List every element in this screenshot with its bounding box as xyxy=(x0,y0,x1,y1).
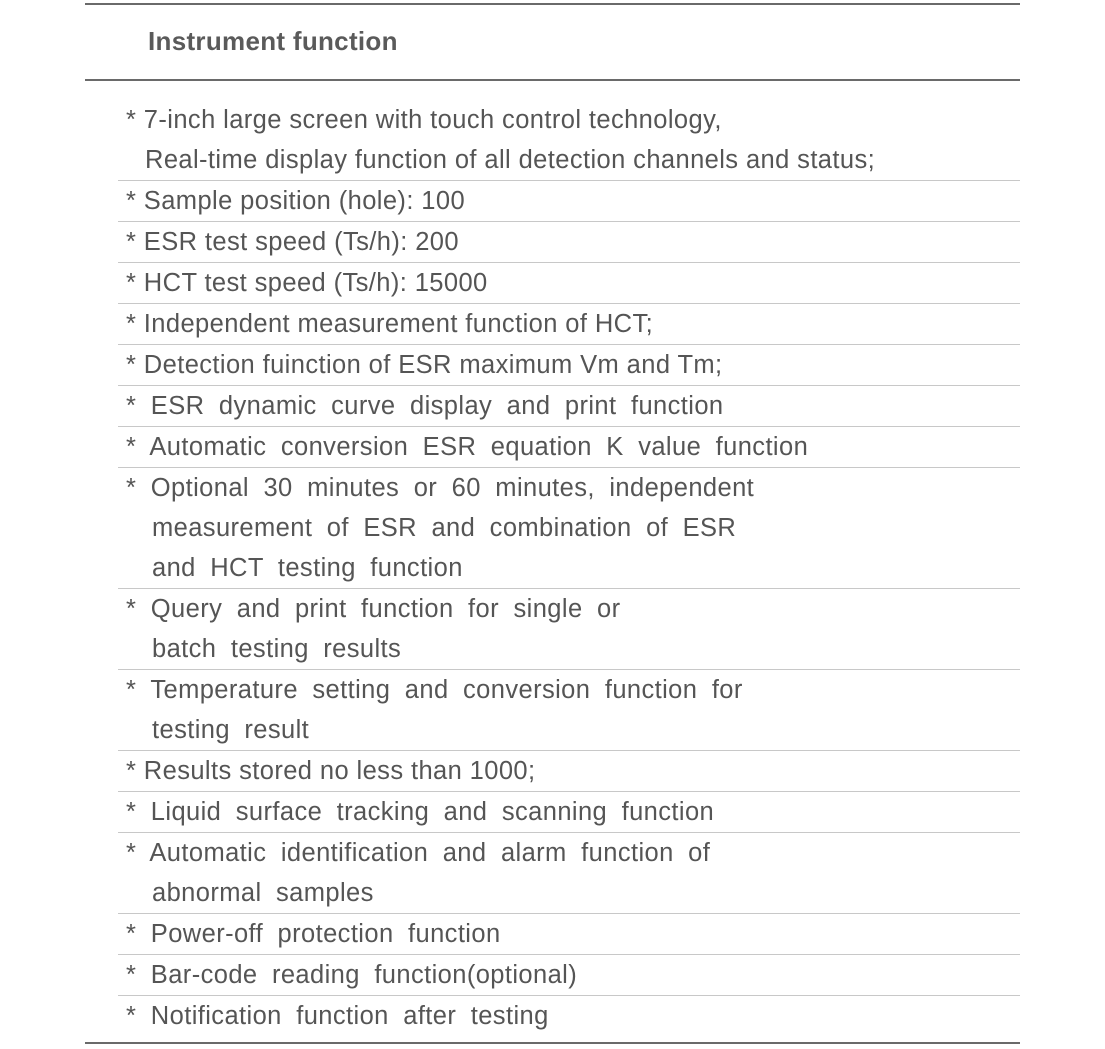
item-text-continued: and HCT testing function xyxy=(152,554,463,582)
list-item xyxy=(118,181,1020,222)
item-text: * Optional 30 minutes or 60 minutes, independent xyxy=(126,474,755,502)
item-text-continued: measurement of ESR and combination of ESR xyxy=(152,514,737,542)
item-text-continued: batch testing results xyxy=(152,635,402,663)
item-text: * Automatic conversion ESR equation K value function xyxy=(126,433,809,461)
list-item xyxy=(118,304,1020,345)
section-title: Instrument function xyxy=(148,26,398,56)
item-text: * Automatic identification and alarm function of xyxy=(126,839,711,867)
item-text: * ESR test speed (Ts/h): 200 xyxy=(126,228,459,256)
title-rule xyxy=(85,79,1020,81)
list-item xyxy=(118,263,1020,304)
item-text: * 7-inch large screen with touch control technology, xyxy=(126,106,722,134)
item-text: * Bar-code reading function(optional) xyxy=(126,961,578,989)
item-text: * Notification function after testing xyxy=(126,1002,549,1030)
list-item xyxy=(118,996,1020,1036)
list-item xyxy=(118,386,1020,427)
top-rule xyxy=(85,3,1020,5)
item-text: * Liquid surface tracking and scanning function xyxy=(126,798,715,826)
list-item xyxy=(118,955,1020,996)
function-list xyxy=(118,100,1020,1036)
item-text: * Independent measurement function of HCT; xyxy=(126,310,654,338)
item-text: * ESR dynamic curve display and print function xyxy=(126,392,724,420)
bottom-rule xyxy=(85,1042,1020,1044)
item-text: * Detection fuinction of ESR maximum Vm and Tm; xyxy=(126,351,723,379)
list-item xyxy=(118,345,1020,386)
item-text: * HCT test speed (Ts/h): 15000 xyxy=(126,269,488,297)
item-text: * Temperature setting and conversion function for xyxy=(126,676,743,704)
list-item xyxy=(118,670,1020,751)
item-text: * Power-off protection function xyxy=(126,920,501,948)
item-text-continued: Real-time display function of all detection channels and status; xyxy=(145,146,876,174)
list-item xyxy=(118,468,1020,589)
list-item xyxy=(118,427,1020,468)
list-item xyxy=(118,100,1020,181)
item-text: * Sample position (hole): 100 xyxy=(126,187,466,215)
item-text: * Query and print function for single or xyxy=(126,595,621,623)
item-text-continued: abnormal samples xyxy=(152,879,374,907)
list-item xyxy=(118,589,1020,670)
list-item xyxy=(118,833,1020,914)
list-item xyxy=(118,792,1020,833)
list-item xyxy=(118,751,1020,792)
list-item xyxy=(118,914,1020,955)
item-text-continued: testing result xyxy=(152,716,310,744)
list-item xyxy=(118,222,1020,263)
item-text: * Results stored no less than 1000; xyxy=(126,757,536,785)
